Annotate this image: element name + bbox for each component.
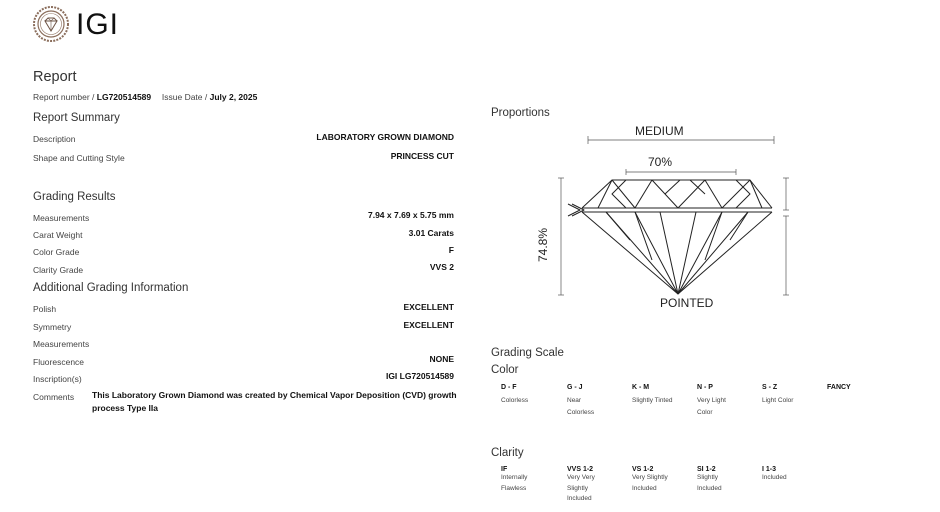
clarity-grade-desc: Slightly xyxy=(697,474,718,481)
clarity-grade-item xyxy=(632,466,692,494)
clarity-grade-desc: Very Slightly xyxy=(632,474,668,481)
color-grade-item xyxy=(762,384,822,407)
color-grade-desc: Near xyxy=(567,397,582,404)
clarity-grade-desc: Included xyxy=(567,495,592,502)
grading-scale-title: Grading Scale xyxy=(491,347,564,359)
clarity-grade-item xyxy=(501,466,561,494)
clarity-grade-code: VVS 1-2 xyxy=(567,466,594,473)
color-grade-desc: Slightly Tinted xyxy=(632,397,673,404)
color-grade-code: N - P xyxy=(697,384,713,391)
additional-value: NONE xyxy=(429,354,454,364)
additional-label: Polish xyxy=(33,304,57,314)
clarity-grade-code: SI 1-2 xyxy=(697,466,716,473)
clarity-grade-code: I 1-3 xyxy=(762,466,777,473)
clarity-grade-desc: Very Very xyxy=(567,474,595,481)
clarity-grade-desc: Internally xyxy=(501,474,528,481)
grading-label: Color Grade xyxy=(33,247,80,257)
report-meta xyxy=(33,92,257,102)
color-grade-item xyxy=(567,384,627,419)
comments-label: Comments xyxy=(33,392,75,402)
grading-label: Carat Weight xyxy=(33,230,83,240)
issue-date-label: Issue Date / xyxy=(161,92,210,102)
additional-label: Fluorescence xyxy=(33,357,85,367)
color-grade-item xyxy=(827,384,851,391)
color-grade-desc: Colorless xyxy=(567,409,595,416)
summary-label: Description xyxy=(33,134,76,144)
color-grade-item xyxy=(501,384,561,407)
clarity-grade-desc: Included xyxy=(632,484,657,492)
color-grade-desc: Color xyxy=(697,409,713,416)
report-title: Report xyxy=(33,69,77,85)
clarity-grade-code: IF xyxy=(501,466,508,473)
proportions-diagram xyxy=(536,120,800,320)
color-grade-code: FANCY xyxy=(827,384,851,391)
grading-value: 3.01 Carats xyxy=(408,228,454,238)
report-number-label: Report number / xyxy=(33,92,97,102)
color-grade-code: D - F xyxy=(501,384,517,391)
additional-value: EXCELLENT xyxy=(403,302,454,312)
clarity-grade-desc: Slightly xyxy=(567,484,588,492)
clarity-grade-desc: Included xyxy=(762,474,787,481)
additional-label: Symmetry xyxy=(33,322,72,332)
color-grade-code: G - J xyxy=(567,384,583,391)
color-grade-item xyxy=(632,384,692,407)
summary-title: Report Summary xyxy=(33,112,120,124)
additional-label: Inscription(s) xyxy=(33,374,82,384)
issue-date: July 2, 2025 xyxy=(209,92,258,102)
clarity-grade-item xyxy=(697,466,757,494)
comments-line: This Laboratory Grown Diamond was created by Chemical Vapor Deposition (CVD) growth xyxy=(92,390,457,400)
clarity-scale-title: Clarity xyxy=(491,447,524,459)
logo-text: IGI xyxy=(76,8,120,41)
color-grade-desc: Very Light xyxy=(697,397,726,404)
igi-seal-icon xyxy=(33,6,69,42)
color-grade-desc: Light Color xyxy=(762,397,794,404)
color-grade-item xyxy=(697,384,757,419)
clarity-grade-desc: Included xyxy=(697,484,722,492)
clarity-grade-code: VS 1-2 xyxy=(632,466,654,473)
report-number: LG720514589 xyxy=(96,92,152,102)
table-label: 70% xyxy=(648,155,673,169)
color-grade-code: K - M xyxy=(632,384,650,391)
summary-value: PRINCESS CUT xyxy=(390,151,454,161)
girdle-label: MEDIUM xyxy=(635,124,684,138)
grading-label: Measurements xyxy=(33,213,90,223)
summary-value: LABORATORY GROWN DIAMOND xyxy=(316,132,454,142)
color-scale-title: Color xyxy=(491,364,519,376)
grading-value: VVS 2 xyxy=(429,262,454,272)
comments-line: process Type IIa xyxy=(92,403,158,413)
color-grade-desc: Colorless xyxy=(501,397,529,404)
comments-text xyxy=(92,389,457,415)
igi-logo xyxy=(33,6,133,44)
culet-label: POINTED xyxy=(660,296,714,310)
clarity-grade-desc: Flawless xyxy=(501,484,527,492)
grading-label: Clarity Grade xyxy=(33,265,84,275)
grading-title: Grading Results xyxy=(33,191,116,203)
summary-label: Shape and Cutting Style xyxy=(33,153,125,163)
clarity-grade-item xyxy=(567,466,627,505)
additional-value: IGI LG720514589 xyxy=(385,371,454,381)
depth-label: 74.8% xyxy=(536,227,551,263)
additional-value: EXCELLENT xyxy=(403,320,454,330)
color-grade-code: S - Z xyxy=(762,384,778,391)
grading-value: 7.94 x 7.69 x 5.75 mm xyxy=(367,210,454,220)
additional-title: Additional Grading Information xyxy=(33,282,189,294)
diamond-profile-diagram xyxy=(540,120,800,320)
grading-value: F xyxy=(448,245,454,255)
proportions-title: Proportions xyxy=(491,107,550,119)
additional-label: Measurements xyxy=(33,339,90,349)
clarity-grade-item xyxy=(762,466,822,484)
